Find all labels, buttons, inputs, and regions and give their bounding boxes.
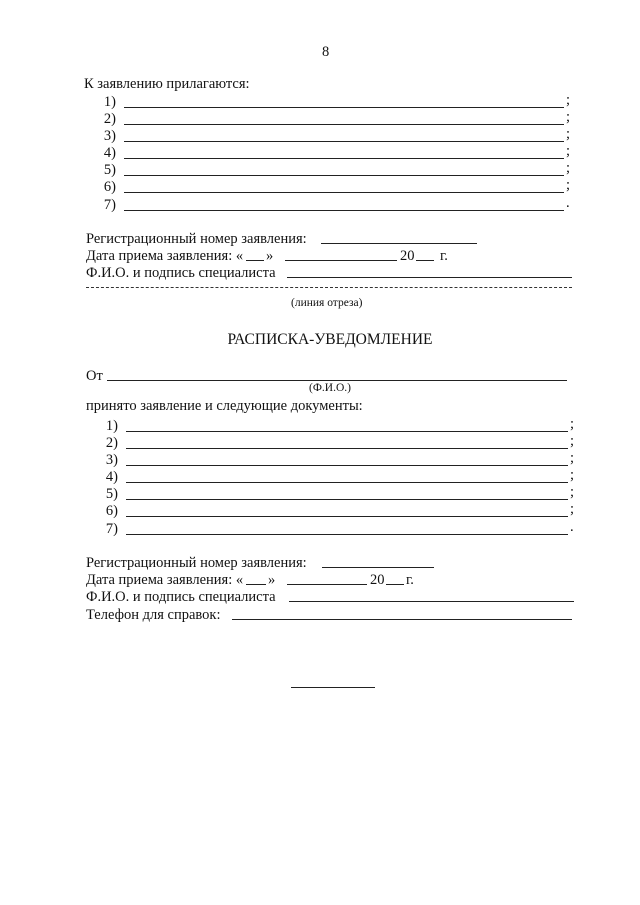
receipt-date-quote-close: » (268, 572, 276, 588)
receipt-item-fill-line[interactable] (126, 431, 568, 432)
attachment-end: ; (566, 126, 571, 142)
year-suffix: г. (440, 248, 448, 264)
specialist-signature-field[interactable] (287, 277, 572, 278)
reg-number-label: Регистрационный номер заявления: (86, 231, 307, 247)
attachment-end: ; (566, 92, 571, 108)
attachment-end: . (566, 195, 570, 211)
receipt-item-number: 5) (105, 486, 118, 502)
date-year-field[interactable] (416, 260, 434, 261)
receipt-date-month-field[interactable] (287, 584, 367, 585)
attachment-fill-line[interactable] (124, 107, 564, 108)
specialist-label: Ф.И.О. и подпись специалиста (86, 265, 276, 281)
attachment-end: ; (566, 160, 571, 176)
attachment-fill-line[interactable] (124, 175, 564, 176)
receipt-item-number: 7) (105, 521, 118, 537)
attachment-end: ; (566, 109, 571, 125)
attachments-heading: К заявлению прилагаются: (84, 76, 250, 92)
receipt-specialist-signature-field[interactable] (289, 601, 574, 602)
receipt-item-fill-line[interactable] (126, 534, 568, 535)
cut-line (86, 287, 572, 288)
attachment-number: 4) (103, 145, 116, 161)
receipt-title: РАСПИСКА-УВЕДОМЛЕНИЕ (227, 331, 433, 348)
attachment-fill-line[interactable] (124, 210, 564, 211)
attachment-number: 5) (103, 162, 116, 178)
receipt-item-number: 1) (105, 418, 118, 434)
from-fio-field[interactable] (107, 380, 567, 381)
receipt-item-fill-line[interactable] (126, 448, 568, 449)
year-prefix: 20 (400, 248, 415, 264)
fio-hint: (Ф.И.О.) (309, 382, 351, 394)
attachment-number: 2) (103, 111, 116, 127)
receipt-item-number: 3) (105, 452, 118, 468)
date-day-field[interactable] (246, 260, 264, 261)
receipt-item-fill-line[interactable] (126, 465, 568, 466)
attachment-fill-line[interactable] (124, 158, 564, 159)
date-label: Дата приема заявления: « (86, 248, 244, 264)
receipt-item-fill-line[interactable] (126, 499, 568, 500)
receipt-year-prefix: 20 (370, 572, 385, 588)
receipt-specialist-label: Ф.И.О. и подпись специалиста (86, 589, 276, 605)
receipt-date-label: Дата приема заявления: « (86, 572, 244, 588)
receipt-item-fill-line[interactable] (126, 516, 568, 517)
receipt-item-end: ; (570, 433, 575, 449)
attachment-end: ; (566, 177, 571, 193)
receipt-item-end: ; (570, 467, 575, 483)
receipt-reg-number-field[interactable] (322, 567, 434, 568)
receipt-reg-number-label: Регистрационный номер заявления: (86, 555, 307, 571)
receipt-date-day-field[interactable] (246, 584, 266, 585)
attachment-number: 3) (103, 128, 116, 144)
page-number: 8 (322, 44, 330, 60)
phone-label: Телефон для справок: (86, 607, 221, 623)
date-month-field[interactable] (285, 260, 397, 261)
attachment-number: 7) (103, 197, 116, 213)
attachment-fill-line[interactable] (124, 124, 564, 125)
receipt-item-number: 6) (105, 503, 118, 519)
accepted-label: принято заявление и следующие документы: (86, 398, 363, 414)
receipt-item-fill-line[interactable] (126, 482, 568, 483)
receipt-item-end: ; (570, 450, 575, 466)
attachment-fill-line[interactable] (124, 141, 564, 142)
receipt-item-end: ; (570, 501, 575, 517)
receipt-item-end: . (570, 519, 574, 535)
phone-field[interactable] (232, 619, 572, 620)
attachment-end: ; (566, 143, 571, 159)
from-label: От (86, 368, 103, 384)
receipt-year-suffix: г. (406, 572, 414, 588)
reg-number-field[interactable] (321, 243, 477, 244)
receipt-item-number: 4) (105, 469, 118, 485)
receipt-item-end: ; (570, 484, 575, 500)
receipt-item-number: 2) (105, 435, 118, 451)
receipt-date-year-field[interactable] (386, 584, 404, 585)
receipt-item-end: ; (570, 416, 575, 432)
cut-line-label: (линия отреза) (291, 297, 363, 309)
attachment-number: 6) (103, 179, 116, 195)
attachment-fill-line[interactable] (124, 192, 564, 193)
closing-separator (291, 687, 375, 688)
attachment-number: 1) (103, 94, 116, 110)
date-quote-close: » (266, 248, 274, 264)
